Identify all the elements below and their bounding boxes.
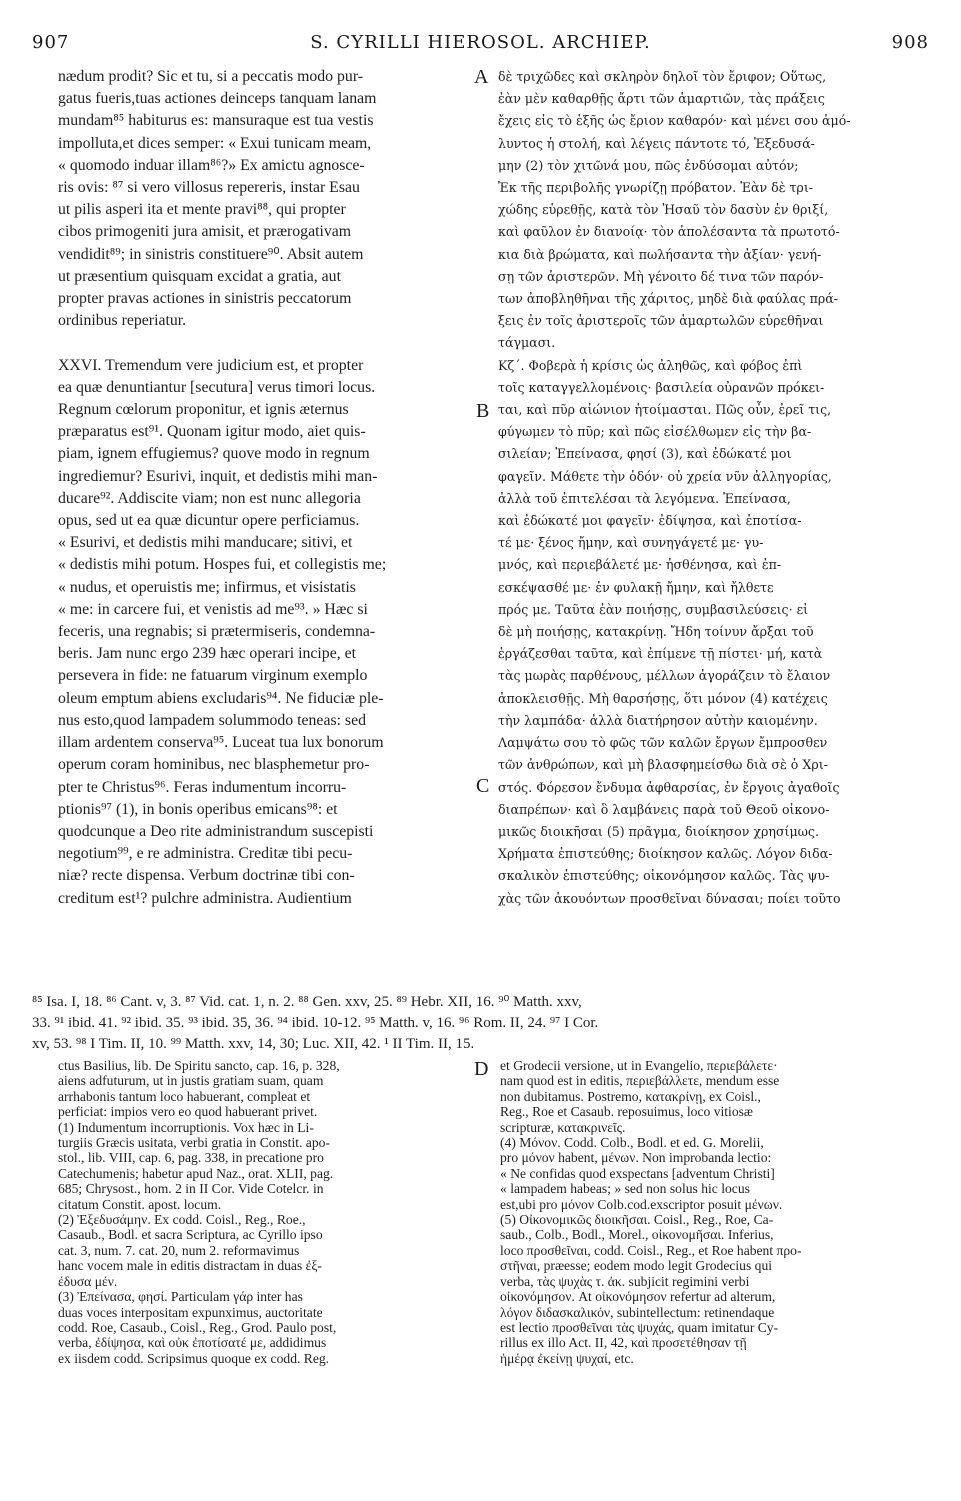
page-number-right: 908 (891, 32, 929, 53)
margin-letter-b: B (476, 400, 490, 422)
footnotes: ⁸⁵ Isa. I, 18. ⁸⁶ Cant. v, 3. ⁸⁷ Vid. cat. 1, n. 2. ⁸⁸ Gen. xxv, 25. ⁸⁹ Hebr. XII, 16. ⁹⁰ Matth. xxv, 33. ⁹¹ ibid. 41. ⁹² ibid. 35. ⁹³ ibid. 35, 36. ⁹⁴ ibid. 10-12. ⁹⁵ Matth. v, 16. ⁹⁶ Rom. II, 24. ⁹⁷ I Cor. xv, 53. ⁹⁸ I Tim. II, 10. ⁹⁹ Matth. xxv, 14, 30; Luc. XII, 42. ¹ II Tim. II, 15. (32, 994, 599, 1052)
margin-letter-d: D (474, 1058, 489, 1080)
page-number-left: 907 (32, 32, 70, 53)
margin-letter-a: A (474, 66, 489, 88)
latin-column: nædum prodit? Sic et tu, si a peccatis modo pur- gatus fueris,tuas actiones deinceps tanquam lanam mundam⁸⁵ habiturus es: mansuraque est tua vestis impolluta,et dices semper: « Exui tunicam meam, « quomodo induar illam⁸⁶?» Ex amictu agnosce- ris ovis: ⁸⁷ si vero villosus repereris, instar Esau ut pilis asperi ita et mente pravi⁸⁸, qui propter cibos primogeniti jura amisit, et prærogativam vendidit⁸⁹; in sinistris constituere⁹⁰. Absit autem ut præsentium quisquam excidat a gratia, aut propter pravas actiones in sinistris peccatorum ordinibus reperiatur. XXVI. Tremendum vere judicium est, et propter ea quæ denuntiantur [secutura] verus timori locus. Regnum cœlorum proponitur, et ignis æternus præparatus est⁹¹. Quonam igitur modo, aiet quis- piam, ignem effugiemus? quove modo in regnum ingrediemur? Esurivi, inquit, et dedistis mihi man- ducare⁹². Addiscite viam; non est nunc allegoria opus, sed ut ea quæ dicuntur opere perficiamus. « Esurivi, et dedistis mihi manducare; sitivi, et « dedistis mihi potum. Hospes fui, et collegistis me; « nudus, et operuistis me; infirmus, et visistatis « me: in carcere fui, et venistis ad me⁹³. » Hæc si feceris, una regnabis; si prætermiseris, condemna- beris. Jam nunc ergo 239 hæc operari incipe, et persevera in fide: ne fatuarum virginum exemplo oleum emptum abiens excludaris⁹⁴. Ne fiduciæ ple- nus esto,quod lampadem solummodo teneas: sed illam ardentem conserva⁹⁵. Luceat tua lux bonorum operum coram hominibus, nec blasphemetur pro- pter te Christus⁹⁶. Feras indumentum incorru- ptionis⁹⁷ (1), in bonis operibus emicans⁹⁸: et quodcunque a Deo rite administrandum suscepisti negotium⁹⁹, e re administra. Creditæ tibi pecu- niæ? recte dispensa. Verbum doctrinæ tibi con- creditum est¹? pulchre administra. Audientium (58, 68, 387, 907)
notes-left-column: ctus Basilius, lib. De Spiritu sancto, cap. 16, p. 328, aiens adfuturum, ut in justis gratiam suam, quam arrhabonis tantum loco habuerant, compleat et perficiat: impios vero eo quod habuerant privet. (1) Indumentum incorruptionis. Vox hæc in Li- turgiis Græcis usitata, verbi gratia in Constit. apo- stol., lib. VIII, cap. 6, pag. 338, in precatione pro Catechumenis; habetur apud Naz., orat. XLII, pag. 685; Chrysost., hom. 2 in II Cor. Vide Cotelcr. in citatum Constit. apost. locum. (2) Ἐξεδυσάμην. Ex codd. Coisl., Reg., Roe., Casaub., Bodl. et sacra Scriptura, ac Cyrillo ipso cat. 3, num. 7. cat. 20, num 2. reformavimus hanc vocem male in editis distractam in duas ἐξ- έδυσα μέν. (3) Ἐπείνασα, φησί. Particulam γάρ inter has duas voces interpositam expunximus, auctoritate codd. Roe, Casaub., Coisl., Reg., Grod. Paulo post, verba, ἐδίψησα, καὶ οὐκ ἐποτίσατέ με, addidimus ex iisdem codd. Scripsimus quoque ex codd. Reg. (58, 1058, 340, 1366)
margin-letter-c: C (476, 775, 490, 797)
notes-right-column: et Grodecii versione, ut in Evangelio, περιεβάλετε· nam quod est in editis, περιεβάλλετε, mendum esse non dubitamus. Postremo, κατακρίνῃ, ex Coisl., Reg., Roe et Casaub. reposuimus, loco vitiosæ scripturæ, κατακρινεῖς. (4) Μόνον. Codd. Colb., Bodl. et ed. G. Morelii, pro μόνον habent, μένων. Non improbanda lectio: « Ne confidas quod exspectans [adventum Christi] « lampadem habeas; » sed non solus hic locus est,ubi pro μόνον Colb.cod.exscriptor posuit μένων. (5) Οἰκονομικῶς διοικῆσαι. Coisl., Reg., Roe, Ca- saub., Colb., Bodl., Morel., οἰκονομῆσαι. Inferius, loco προσθεῖναι, codd. Coisl., Reg., et Roe habent προ- στῆναι, præesse; eodem modo legit Grodecius qui verba, τὰς ψυχὰς τ. ἀκ. subjicit regimini verbi οἰκονόμησον. At οἰκονόμησον refertur ad alterum, λόγον διδασκαλικόν, subintellectum: retinendaque est lectio προσθεῖναι τὰς ψυχάς, quam imitatur Cy- rillus ex illo Act. II, 42, καὶ προσετέθησαν τῇ ἡμέρᾳ ἐκείνῃ ψυχαί, etc. (500, 1058, 802, 1366)
greek-column: δὲ τριχῶδες καὶ σκληρὸν δηλοῖ τὸν ἔριφον; Οὕτως, ἐὰν μὲν καθαρθῇς ἄρτι τῶν ἁμαρτιῶν, τὰς πράξεις ἔχεις εἰς τὸ ἑξῆς ὡς ἔριον καθαρόν· καὶ μένει σου ἀμό- λυντος ἡ στολή, καὶ λέγεις πάντοτε τό, Ἐξεδυσά- μην (2) τὸν χιτῶνά μου, πῶς ἐνδύσομαι αὐτόν; Ἐκ τῆς περιβολῆς γνωρίζῃ πρόβατον. Ἐὰν δὲ τρι- χώδης εὑρεθῇς, κατὰ τὸν Ἠσαῦ τὸν δασὺν ἐν θριξί, καὶ φαῦλον ἐν διανοίᾳ· τὸν ἀπολέσαντα τὰ πρωτοτό- κια διὰ βρώματα, καὶ πωλήσαντα τὴν ἀξίαν· γενή- σῃ τῶν ἀριστερῶν. Μὴ γένοιτο δέ τινα τῶν παρόν- των ἀποβληθῆναι τῆς χάριτος, μηδὲ διὰ φαύλας πρά- ξεις ἐν τοῖς ἀριστεροῖς τῶν ἁμαρτωλῶν εὑρεθῆναι τάγμασι. Κζ΄. Φοβερὰ ἡ κρίσις ὡς ἀληθῶς, καὶ φόβος ἐπὶ τοῖς καταγγελλομένοις· βασιλεία οὐρανῶν πρόκει- ται, καὶ πῦρ αἰώνιον ἡτοίμασται. Πῶς οὖν, ἐρεῖ τις, φύγωμεν τὸ πῦρ; καὶ πῶς εἰσέλθωμεν εἰς τὴν βα- σιλείαν; Ἐπείνασα, φησί (3), καὶ ἐδώκατέ μοι φαγεῖν. Μάθετε τὴν ὁδόν· οὐ χρεία νῦν ἀλληγορίας, ἀλλὰ τοῦ ἐπιτελέσαι τὰ λεγόμενα. Ἐπείνασα, καὶ ἐδώκατέ μοι φαγεῖν· ἐδίψησα, καὶ ἐποτίσα- τέ με· ξένος ἤμην, καὶ συνηγάγετέ με· γυ- μνός, καὶ περιεβάλετέ με· ἠσθένησα, καὶ ἐπ- εσκέψασθέ με· ἐν φυλακῇ ἤμην, καὶ ἤλθετε πρός με. Ταῦτα ἐὰν ποιήσῃς, συμβασιλεύσεις· εἰ δὲ μὴ ποιήσῃς, κατακρίνῃ. Ἤδη τοίνυν ἄρξαι τοῦ ἐργάζεσθαι ταῦτα, καὶ ἐπίμενε τῇ πίστει· μή, κατὰ τὰς μωρὰς παρθένους, μέλλων ἀγοράζειν τὸ ἔλαιον ἀποκλεισθῇς. Μὴ θαρσήσῃς, ὅτι μόνον (4) κατέχεις τὴν λαμπάδα· ἀλλὰ διατήρησον αὐτὴν καιομένην. Λαμψάτω σου τὸ φῶς τῶν καλῶν ἔργων ἔμπροσθεν τῶν ἀνθρώπων, καὶ μὴ βλασφημείσθω διὰ σὲ ὁ Χρι- στός. Φόρεσον ἔνδυμα ἀφθαρσίας, ἐν ἔργοις ἀγαθοῖς διαπρέπων· καὶ ὃ λαμβάνεις παρὰ τοῦ Θεοῦ οἰκονο- μικῶς διοικῆσαι (5) πρᾶγμα, διοίκησον χρησίμως. Χρήματα ἐπιστεύθης; διοίκησον καλῶς. Λόγον διδα- σκαλικὸν ἐπιστεύθης; οἰκονόμησον καλῶς. Τὰς ψυ- χὰς τῶν ἀκουόντων προσθεῖναι δύνασαι; ποίει τοῦτο (498, 69, 851, 906)
running-title: S. CYRILLI HIEROSOL. ARCHIEP. (310, 32, 651, 53)
page-header (32, 32, 929, 56)
